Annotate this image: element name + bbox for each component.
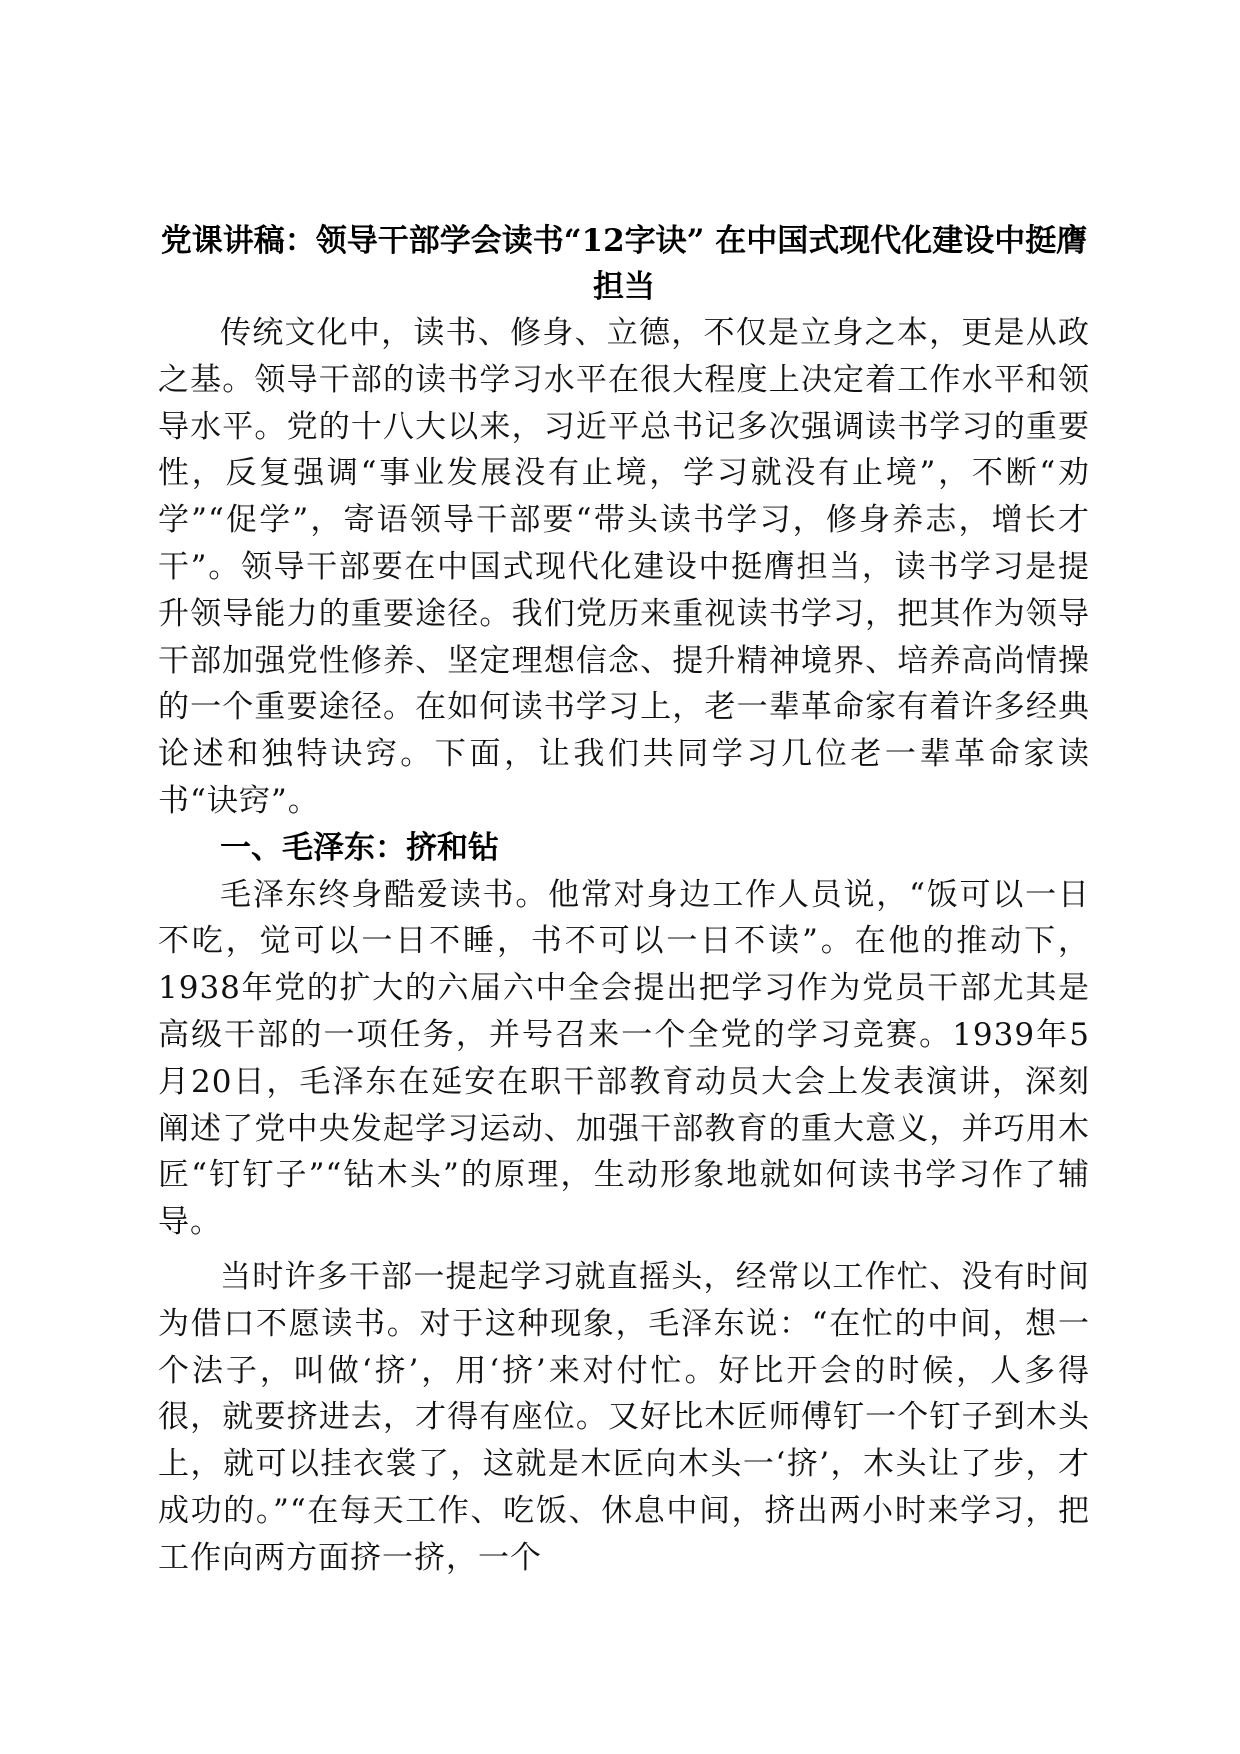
section-heading-mao: 一、毛泽东：挤和钻	[220, 829, 499, 866]
paragraph-spacer	[158, 1246, 1090, 1254]
document-page	[158, 218, 1090, 1582]
body-paragraph: 毛泽东终身酷爱读书。他常对身边工作人员说，“饭可以一日不吃，觉可以一日不睡，书不可以一日不读”。在他的推动下，1938年党的扩大的六届六中全会提出把学习作为党员干部尤其是高级干部的一项任务，并号召来一个全党的学习竞赛。1939年5月20日，毛泽东在延安在职干部教育动员大会上发表演讲，深刻阐述了党中央发起学习运动、加强干部教育的重大意义，并巧用木匠“钉钉子”“钻木头”的原理，生动形象地就如何读书学习作了辅导。	[158, 876, 1090, 1241]
body-paragraph: 当时许多干部一提起学习就直摇头，经常以工作忙、没有时间为借口不愿读书。对于这种现象，毛泽东说：“在忙的中间，想一个法子，叫做‘挤’，用‘挤’来对付忙。好比开会的时候，人多得很，就要挤进去，才得有座位。又好比木匠师傅钉一个钉子到木头上，就可以挂衣裳了，这就是木匠向木头一‘挤’，木头让了步，才成功的。”“在每天工作、吃饭、休息中间，挤出两小时来学习，把工作向两方面挤一挤，一个	[158, 1258, 1090, 1576]
document-title: 党课讲稿：领导干部学会读书“12字诀” 在中国式现代化建设中挺膺担当	[160, 223, 1088, 305]
intro-paragraph: 传统文化中，读书、修身、立德，不仅是立身之本，更是从政之基。领导干部的读书学习水平在很大程度上决定着工作水平和领导水平。党的十八大以来，习近平总书记多次强调读书学习的重要性，反复强调“事业发展没有止境，学习就没有止境”，不断“劝学”“促学”，寄语领导干部要“带头读书学习，修身养志，增长才干”。领导干部要在中国式现代化建设中挺膺担当，读书学习是提升领导能力的重要途径。我们党历来重视读书学习，把其作为领导干部加强党性修养、坚定理想信念、提升精神境界、培养高尚情操的一个重要途径。在如何读书学习上，老一辈革命家有着许多经典论述和独特诀窍。下面，让我们共同学习几位老一辈革命家读书“诀窍”。	[158, 315, 1090, 819]
